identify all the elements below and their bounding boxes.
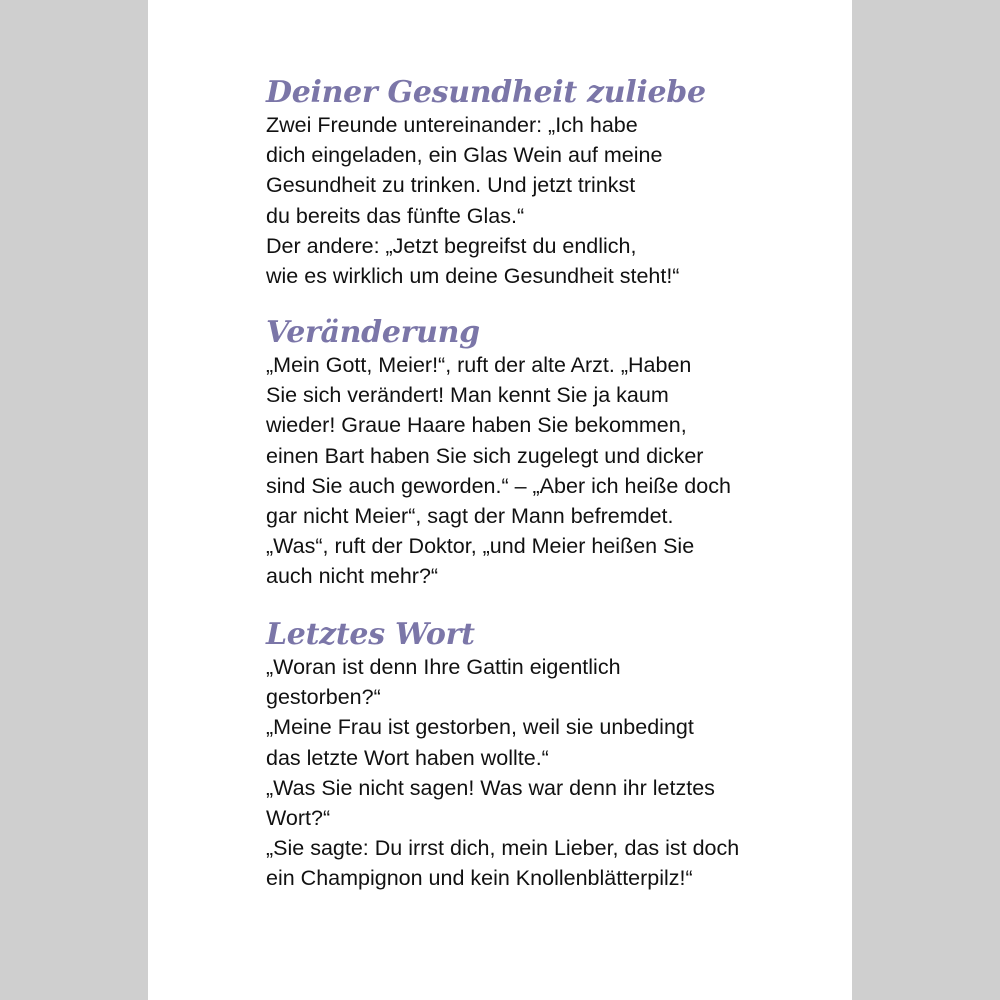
- text-line: sind Sie auch geworden.“ – „Aber ich heiße doch: [266, 473, 731, 498]
- text-line: wie es wirklich um deine Gesundheit steht!“: [266, 264, 680, 289]
- text-line: „Was Sie nicht sagen! Was war denn ihr letztes: [266, 775, 715, 800]
- joke-section-gesundheit: [266, 76, 826, 291]
- text-line: ein Champignon und kein Knollenblätterpilz!“: [266, 866, 693, 891]
- text-line: Sie sich verändert! Man kennt Sie ja kaum: [266, 383, 669, 408]
- text-line: auch nicht mehr?“: [266, 564, 439, 589]
- text-line: dich eingeladen, ein Glas Wein auf meine: [266, 143, 663, 168]
- section-heading: Letztes Wort: [266, 617, 475, 652]
- section-heading: Veränderung: [266, 315, 480, 350]
- text-line: Wort?“: [266, 806, 331, 831]
- text-line: du bereits das fünfte Glas.“: [266, 203, 525, 228]
- text-line: Gesundheit zu trinken. Und jetzt trinkst: [266, 173, 636, 198]
- document-page: [148, 0, 852, 1000]
- text-line: gestorben?“: [266, 685, 381, 710]
- joke-section-letztes-wort: [266, 618, 826, 894]
- text-line: Zwei Freunde untereinander: „Ich habe: [266, 113, 638, 137]
- section-heading: Deiner Gesundheit zuliebe: [266, 75, 706, 110]
- text-line: „Mein Gott, Meier!“, ruft der alte Arzt. „Haben: [266, 353, 692, 377]
- text-line: „Meine Frau ist gestorben, weil sie unbedingt: [266, 715, 694, 740]
- joke-section-veraenderung: [266, 316, 826, 592]
- text-line: „Sie sagte: Du irrst dich, mein Lieber, das ist doch: [266, 836, 740, 861]
- text-line: das letzte Wort haben wollte.“: [266, 745, 549, 770]
- text-line: „Was“, ruft der Doktor, „und Meier heißen Sie: [266, 534, 695, 559]
- text-line: „Woran ist denn Ihre Gattin eigentlich: [266, 655, 621, 679]
- text-line: gar nicht Meier“, sagt der Mann befremdet.: [266, 504, 674, 529]
- text-line: wieder! Graue Haare haben Sie bekommen,: [266, 413, 687, 438]
- text-line: einen Bart haben Sie sich zugelegt und dicker: [266, 443, 704, 468]
- text-line: Der andere: „Jetzt begreifst du endlich,: [266, 233, 637, 258]
